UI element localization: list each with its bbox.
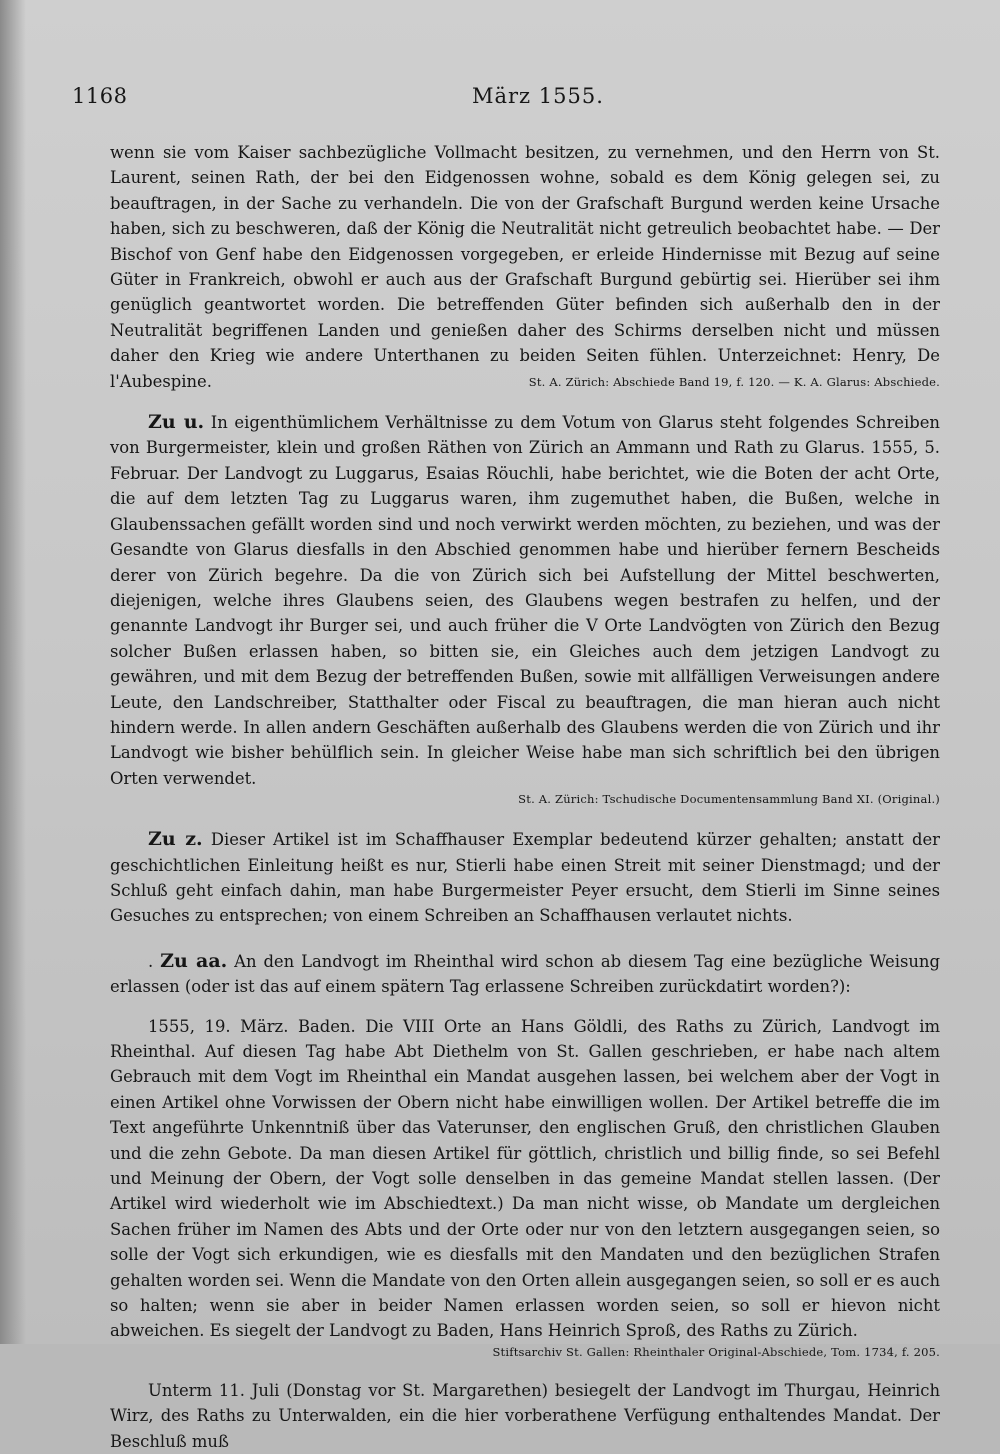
page-body [110, 140, 940, 1454]
paragraph-label: Zu aa. [160, 949, 228, 972]
paragraph-label: Zu u. [148, 411, 205, 434]
source-citation: St. A. Zürich: Tschudische Documentensammlung Band XI. (Original.) [518, 792, 940, 807]
paragraph-zu-u [110, 410, 940, 791]
paragraph-text: In eigenthümlichem Verhältnisse zu dem Votum von Glarus steht folgendes Schreiben von Burgermeister, klein und großen Räthen von Zürich an Ammann und Rath zu Glarus. 1555, 5. Februar. Der Landvogt zu Luggarus, Esaias Röuchli, habe berichtet, wie die Boten der acht Orte, die auf dem letzten Tag zu Luggarus waren, ihm zugemuthet haben, die Bußen, welche in Glaubenssachen gefällt worden sind und noch verwirkt werden möchten, zu beziehen, und was der Gesandte von Glarus diesfalls in den Abschied genommen habe und hierüber fernern Bescheids derer von Zürich begehre. Da die von Zürich sich bei Aufstellung der Mittel beschwerten, diejenigen, welche ihres Glaubens seien, des Glaubens wegen bestrafen zu helfen, und der genannte Landvogt ihr Burger sei, und auch früher die V Orte Landvögten von Zürich den Bezug solcher Bußen erlassen haben, so bitten sie, ein Gleiches auch dem jetzigen Landvogt zu gewähren, und mit dem Bezug der betreffenden Bußen, sowie mit allfälligen Verweisungen andere Leute, den Landschreiber, Statthalter oder Fiscal zu beauftragen, die man hieran auch nicht hindern werde. In allen andern Geschäften außerhalb des Glaubens werden die von Zürich und ihr Landvogt wie bisher behülflich sein. In gleicher Weise habe man sich schriftlich bei den übrigen Orten verwendet. [110, 413, 940, 788]
paragraph-continuation: wenn sie vom Kaiser sachbezügliche Vollmacht besitzen, zu vernehmen, und den Herrn von St. Laurent, seinen Rath, der bei den Eidgenossen wohne, sobald es dem König gelegen sei, zu beauftragen, in der Sache zu verhandeln. Die von der Grafschaft Burgund werden keine Ursache haben, sich zu beschweren, daß der König die Neutralität nicht getreulich beobachtet habe. — Der Bischof von Genf habe den Eidgenossen vorgegeben, er erleide Hindernisse mit Bezug auf seine Güter in Frankreich, obwohl er auch aus der Grafschaft Burgund gebürtig sei. Hierüber sei ihm genüglich geantwortet worden. Die betreffenden Güter befinden sich außerhalb den in der Neutralität begriffenen Landen und genießen daher des Schirms derselben nicht und müssen daher den Krieg wie andere Unterthanen zu beiden Seiten fühlen. Unterzeichnet: Henry, De l'Aubespine. [110, 143, 940, 391]
paragraph-unterm: Unterm 11. Juli (Donstag vor St. Margarethen) besiegelt der Landvogt im Thurgau, Heinrich Wirz, des Raths zu Unterwalden, ein die hier vorberathene Verfügung enthaltendes Mandat. Der Beschluß muß [110, 1380, 940, 1451]
paragraph-text: Dieser Artikel ist im Schaffhauser Exemplar bedeutend kürzer gehalten; anstatt der geschichtlichen Einleitung heißt es nur, Stierli habe einen Streit mit seiner Dienstmagd; und der Schluß geht einfach dahin, man habe Burgermeister Peyer ersucht, dem Stierli im Sinne seines Gesuches zu entsprechen; von einem Schreiben an Schaffhausen verlautet nichts. [110, 830, 940, 926]
page-number: 1168 [72, 84, 128, 108]
paragraph-letter-1555: 1555, 19. März. Baden. Die VIII Orte an Hans Göldli, des Raths zu Zürich, Landvogt im Rheinthal. Auf diesen Tag habe Abt Diethelm von St. Gallen geschrieben, er habe nach altem Gebrauch mit dem Vogt im Rheinthal ein Mandat ausgehen lassen, bei welchem aber der Vogt in einen Artikel ohne Vorwissen der Obern nicht habe einwilligen wollen. Der Artikel betreffe die im Text angeführte Unkenntniß über das Vaterunser, den englischen Gruß, den christlichen Glauben und die zehn Gebote. Da man diesen Artikel für göttlich, christlich und billig finde, so sei Befehl und Meinung der Obern, der Vogt solle denselben in das gemeine Mandat stellen lassen. (Der Artikel wird wiederholt wie im Abschiedtext.) Da man nicht wisse, ob Mandate um dergleichen Sachen früher im Namen des Abts und der Orte oder nur von den letztern ausgegangen seien, so solle der Vogt sich erkundigen, wie es diesfalls mit den Mandaten und den bezüglichen Strafen gehalten worden sei. Wenn die Mandate von den Orten allein ausgegangen seien, so soll er es auch so halten; wenn sie aber in beider Namen erlassen worden seien, so soll er hievon nicht abweichen. Es siegelt der Landvogt zu Baden, Hans Heinrich Sproß, des Raths zu Zürich. [110, 1016, 940, 1341]
paragraph-zu-z [110, 827, 940, 929]
page-header [72, 84, 930, 118]
stray-mark: . [148, 951, 154, 971]
paragraph-text: An den Landvogt im Rheinthal wird schon ab diesem Tag eine bezügliche Weisung erlassen (oder ist das auf einem spätern Tag erlassene Schreiben zurückdatirt worden?): [110, 951, 940, 997]
paragraph-label: Zu z. [148, 828, 203, 851]
source-citation: St. A. Zürich: Abschiede Band 19, f. 120. — K. A. Glarus: Abschiede. [528, 375, 940, 390]
source-citation: Stiftsarchiv St. Gallen: Rheinthaler Original-Abschiede, Tom. 1734, f. 205. [492, 1344, 940, 1359]
running-head: März 1555. [472, 84, 604, 108]
paragraph-zu-aa [110, 949, 940, 1000]
